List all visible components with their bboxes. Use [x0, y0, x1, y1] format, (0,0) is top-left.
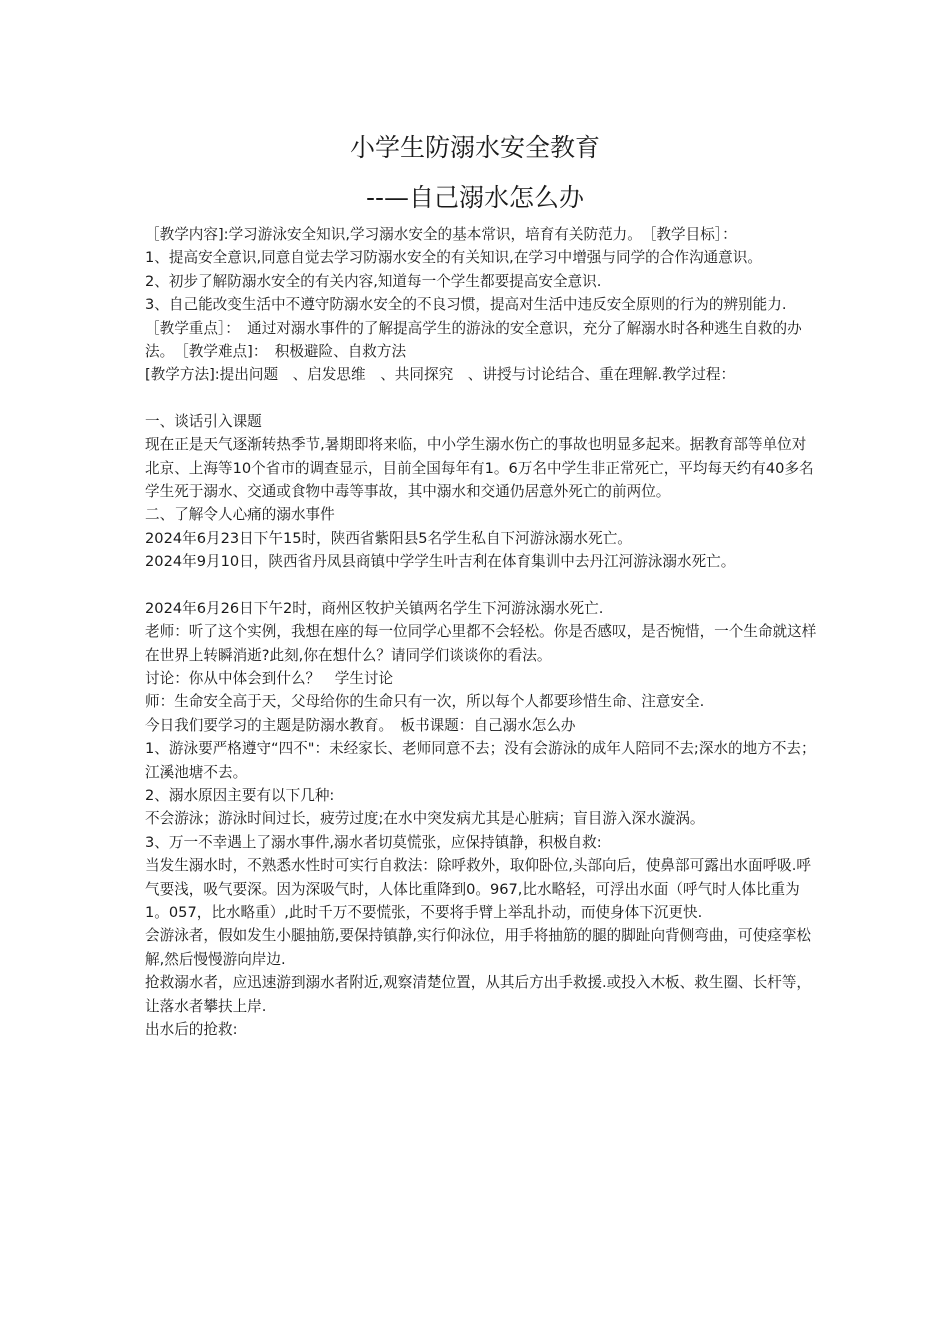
paragraph-incident-2: 2024年9月10日，陕西省丹凤县商镇中学学生叶吉利在体育集训中去丹江河游泳溺水死亡。	[145, 553, 736, 571]
document-title: 小学生防溺水安全教育	[349, 133, 600, 162]
paragraph-causes: 不会游泳；游泳时间过长，疲劳过度;在水中突发病尤其是心脏病；盲目游入深水漩涡。	[145, 810, 705, 828]
paragraph-incident-1: 2024年6月23日下午15时，陕西省紫阳县5名学生私自下河游泳溺水死亡。	[145, 529, 632, 547]
paragraph-teaching-method: [教学方法]:提出问题 、启发思维 、共同探究 、讲授与讨论结合、重在理解.教学过程：	[145, 366, 736, 384]
paragraph-goal-1: 1、提高安全意识,同意自觉去学习防溺水安全的有关知识,在学习中增强与同学的合作沟通意识。	[145, 249, 762, 267]
paragraph-key-points: ［教学重点］： 通过对溺水事件的了解提高学生的游泳的安全意识，充分了解溺水时各种逃生自救的办法。 ［教学难点]： 积极避险、自救方法	[145, 319, 802, 361]
section-heading-1: 一、谈话引入课题	[145, 412, 262, 430]
paragraph-rescue-others: 抢救溺水者，应迅速游到溺水者附近,观察清楚位置，从其后方出手救援.或投入木板、救生圈、长杆等，让落水者攀扶上岸.	[145, 974, 812, 1015]
document-subtitle: --—自己溺水怎么办	[365, 183, 585, 212]
blank-line	[145, 574, 820, 597]
paragraph-cramp: 会游泳者，假如发生小腿抽筋,要保持镇静,实行仰泳位，用手将抽筋的腿的脚趾向背侧弯曲，可使痉挛松解,然后慢慢游向岸边.	[145, 927, 812, 968]
paragraph-rule-1: 1、游泳要严格遵守“四不"：未经家长、老师同意不去；没有会游泳的成年人陪同不去;深水的地方不去；江溪池塘不去。	[145, 740, 816, 781]
paragraph-rule-2: 2、溺水原因主要有以下几种:	[145, 786, 335, 804]
paragraph-teacher-remark: 老师：听了这个实例，我想在座的每一位同学心里都不会轻松。你是否感叹，是否惋惜，一个生命就这样在世界上转瞬消逝?此刻,你在想什么？请同学们谈谈你的看法。	[145, 623, 817, 664]
paragraph-after-rescue: 出水后的抢救:	[145, 1021, 238, 1038]
paragraph-goal-3: 3、自己能改变生活中不遵守防溺水安全的不良习惯，提高对生活中违反安全原则的行为的辨别能力.	[145, 296, 787, 314]
paragraph-incident-3: 2024年6月26日下午2时，商州区牧护关镇两名学生下河游泳溺水死亡.	[145, 599, 604, 617]
paragraph-goal-2: 2、初步了解防溺水安全的有关内容,知道每一个学生都要提高安全意识.	[145, 272, 602, 290]
paragraph-rule-3: 3、万一不幸遇上了溺水事件,溺水者切莫慌张，应保持镇静，积极自救:	[145, 833, 602, 851]
section-heading-2: 二、了解令人心痛的溺水事件	[145, 506, 335, 524]
paragraph-topic: 今日我们要学习的主题是防溺水教育。 板书课题：自己溺水怎么办	[145, 716, 576, 734]
paragraph-teacher-summary: 师：生命安全高于天，父母给你的生命只有一次，所以每个人都要珍惜生命、注意安全.	[145, 693, 705, 711]
blank-line	[145, 387, 820, 410]
paragraph-introduction: 现在正是天气逐渐转热季节,暑期即将来临，中小学生溺水伤亡的事故也明显多起来。据教育部等单位对北京、上海等10个省市的调查显示，目前全国每年有1。6万名中学生非正常死亡，平均每天约有40多名学生死于溺水、交通或食物中毒等事故，其中溺水和交通仍居意外死亡的前两位。	[145, 436, 814, 501]
document-body	[145, 223, 820, 1041]
paragraph-teaching-content: ［教学内容]:学习游泳安全知识,学习溺水安全的基本常识，培育有关防范力。 ［教学目标］：	[145, 226, 737, 243]
paragraph-discussion: 讨论：你从中体会到什么？ 学生讨论	[145, 669, 394, 687]
paragraph-self-rescue: 当发生溺水时，不熟悉水性时可实行自救法：除呼救外，取仰卧位,头部向后，使鼻部可露出水面呼吸.呼气要浅，吸气要深。因为深吸气时，人体比重降到0。967,比水略轻，可浮出水面（呼气时人体比重为1。057，比水略重）,此时千万不要慌张，不要将手臂上举乱扑动，而使身体下沉更快.	[145, 857, 812, 921]
